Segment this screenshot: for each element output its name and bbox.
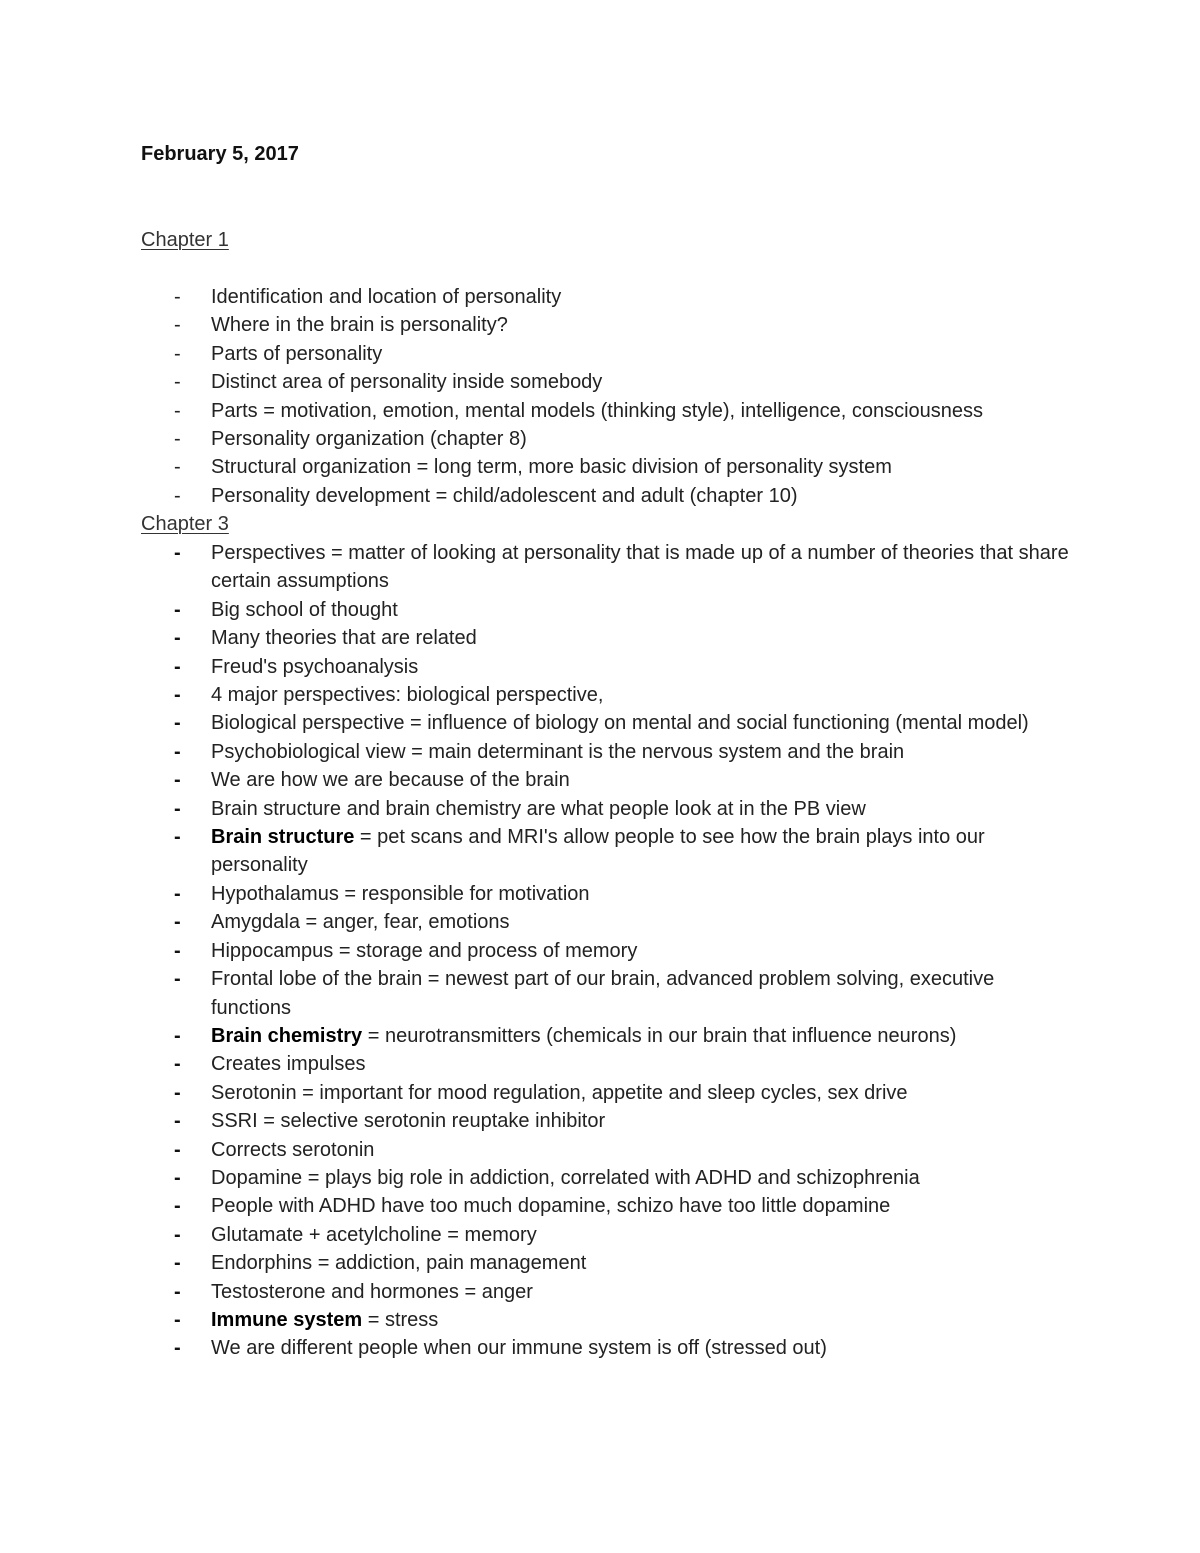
list-item xyxy=(0,766,1200,794)
list-item-text xyxy=(211,880,1071,908)
bullet-dash: - xyxy=(174,826,181,849)
list-item xyxy=(0,482,1200,510)
bullet-dash: - xyxy=(174,1081,181,1104)
item-body: SSRI = selective serotonin reuptake inhibitor xyxy=(211,1110,606,1133)
bullet-dash: - xyxy=(174,1053,181,1076)
bullet-dash: - xyxy=(174,342,181,365)
list-item-text xyxy=(211,709,1071,737)
bold-term: Brain structure xyxy=(211,826,355,849)
bullet-dash: - xyxy=(174,684,181,707)
list-item xyxy=(0,965,1200,1022)
bullet-dash: - xyxy=(174,456,181,479)
list-item xyxy=(0,880,1200,908)
bullet-dash: - xyxy=(174,1223,181,1246)
item-body: Big school of thought xyxy=(211,598,398,621)
list-item xyxy=(0,1192,1200,1220)
bullet-dash: - xyxy=(174,882,181,905)
list-item-text: Personality organization (chapter 8) xyxy=(211,428,527,451)
bullet-dash: - xyxy=(174,399,181,422)
bullet-dash: - xyxy=(174,1166,181,1189)
item-body: Many theories that are related xyxy=(211,627,477,650)
list-item xyxy=(0,1334,1200,1362)
bullet-dash: - xyxy=(174,968,181,991)
list-item xyxy=(0,681,1200,709)
chapter-3-heading: Chapter 3 xyxy=(141,513,229,535)
list-item xyxy=(0,397,1200,425)
bullet-dash: - xyxy=(174,1138,181,1161)
bullet-dash: - xyxy=(174,769,181,792)
bullet-dash: - xyxy=(174,1195,181,1218)
item-body: = pet scans and MRI's allow people to see how the brain plays into our personality xyxy=(211,826,985,877)
item-body: Brain structure and brain chemistry are what people look at in the PB view xyxy=(211,797,866,820)
bullet-dash: - xyxy=(174,1337,181,1360)
list-item-text xyxy=(211,1278,1071,1306)
list-item-text: Identification and location of personality xyxy=(211,286,562,308)
bullet-dash: - xyxy=(174,939,181,962)
list-item xyxy=(0,795,1200,823)
list-item-text xyxy=(211,1022,1071,1050)
bullet-dash: - xyxy=(174,428,181,451)
bullet-dash: - xyxy=(174,655,181,678)
list-item xyxy=(0,1136,1200,1164)
chapter-1-list xyxy=(0,283,1200,510)
document-date: February 5, 2017 xyxy=(141,143,299,165)
list-item-text xyxy=(211,766,1071,794)
list-item xyxy=(0,908,1200,936)
item-body: Creates impulses xyxy=(211,1053,366,1076)
bullet-dash: - xyxy=(174,314,181,337)
list-item-text xyxy=(211,1192,1071,1220)
item-body: Dopamine = plays big role in addiction, correlated with ADHD and schizophrenia xyxy=(211,1166,920,1189)
list-item xyxy=(0,1050,1200,1078)
list-item xyxy=(0,311,1200,339)
bullet-dash: - xyxy=(174,1110,181,1133)
item-body: Biological perspective = influence of biology on mental and social functioning (mental model) xyxy=(211,712,1029,735)
list-item-text xyxy=(211,1221,1071,1249)
list-item xyxy=(0,624,1200,652)
list-item-text xyxy=(211,596,1071,624)
item-body: Freud's psychoanalysis xyxy=(211,655,419,678)
item-body: 4 major perspectives: biological perspective, xyxy=(211,684,604,707)
list-item-text xyxy=(211,624,1071,652)
bullet-dash: - xyxy=(174,712,181,735)
item-body: Psychobiological view = main determinant is the nervous system and the brain xyxy=(211,740,905,763)
list-item-text xyxy=(211,908,1071,936)
bullet-dash: - xyxy=(174,598,181,621)
bullet-dash: - xyxy=(174,484,181,507)
list-item-text xyxy=(211,937,1071,965)
chapter-1-heading: Chapter 1 xyxy=(141,229,229,251)
bullet-dash: - xyxy=(174,1280,181,1303)
list-item xyxy=(0,1164,1200,1192)
list-item xyxy=(0,1079,1200,1107)
bullet-dash: - xyxy=(174,797,181,820)
bullet-dash: - xyxy=(174,286,181,308)
bullet-dash: - xyxy=(174,740,181,763)
list-item-text: Parts = motivation, emotion, mental models (thinking style), intelligence, consciousness xyxy=(211,399,984,422)
bold-term: Brain chemistry xyxy=(211,1024,363,1047)
item-body: Endorphins = addiction, pain management xyxy=(211,1252,587,1275)
list-item-text xyxy=(211,823,1071,880)
list-item xyxy=(0,709,1200,737)
bullet-dash: - xyxy=(174,371,181,394)
list-item-text: Where in the brain is personality? xyxy=(211,314,508,337)
item-body: Testosterone and hormones = anger xyxy=(211,1280,533,1303)
list-item xyxy=(0,425,1200,453)
list-item xyxy=(0,1306,1200,1334)
item-body: = stress xyxy=(362,1308,439,1331)
list-item-text xyxy=(211,1136,1071,1164)
list-item xyxy=(0,1249,1200,1277)
bullet-dash: - xyxy=(174,1024,181,1047)
list-item xyxy=(0,653,1200,681)
list-item xyxy=(0,738,1200,766)
list-item xyxy=(0,539,1200,596)
list-item xyxy=(0,1221,1200,1249)
list-item xyxy=(0,596,1200,624)
list-item-text xyxy=(211,738,1071,766)
item-body: Frontal lobe of the brain = newest part of our brain, advanced problem solving, executive functions xyxy=(211,968,995,1019)
list-item xyxy=(0,1278,1200,1306)
item-body: Perspectives = matter of looking at personality that is made up of a number of theories that share certain assumptions xyxy=(211,542,1069,593)
item-body: We are how we are because of the brain xyxy=(211,769,570,792)
list-item-text xyxy=(211,1107,1071,1135)
list-item-text xyxy=(211,681,1071,709)
list-item-text: Parts of personality xyxy=(211,342,383,365)
item-body: Hypothalamus = responsible for motivation xyxy=(211,882,590,905)
list-item xyxy=(0,340,1200,368)
item-body: = neurotransmitters (chemicals in our brain that influence neurons) xyxy=(362,1024,957,1047)
list-item xyxy=(0,368,1200,396)
list-item-text xyxy=(211,965,1071,1022)
list-item-text xyxy=(211,653,1071,681)
item-body: We are different people when our immune system is off (stressed out) xyxy=(211,1337,827,1360)
list-item-text xyxy=(211,1334,1071,1362)
bullet-dash: - xyxy=(174,1308,181,1331)
list-item-text xyxy=(211,1050,1071,1078)
bullet-dash: - xyxy=(174,627,181,650)
list-item xyxy=(0,823,1200,880)
list-item-text: Distinct area of personality inside somebody xyxy=(211,371,603,394)
bold-term: Immune system xyxy=(211,1308,363,1331)
item-body: Corrects serotonin xyxy=(211,1138,375,1161)
item-body: Serotonin = important for mood regulation, appetite and sleep cycles, sex drive xyxy=(211,1081,908,1104)
list-item-text: Personality development = child/adolescent and adult (chapter 10) xyxy=(211,484,798,507)
list-item-text xyxy=(211,539,1071,596)
list-item-text xyxy=(211,1306,1071,1334)
bullet-dash: - xyxy=(174,1252,181,1275)
bullet-dash: - xyxy=(174,542,181,564)
list-item-text xyxy=(211,795,1071,823)
list-item-text: Structural organization = long term, more basic division of personality system xyxy=(211,456,892,479)
list-item xyxy=(0,453,1200,481)
item-body: Hippocampus = storage and process of memory xyxy=(211,939,638,962)
list-item xyxy=(0,1022,1200,1050)
bullet-dash: - xyxy=(174,911,181,934)
list-item xyxy=(0,283,1200,311)
list-item xyxy=(0,1107,1200,1135)
chapter-3-list xyxy=(0,539,1200,1363)
list-item-text xyxy=(211,1079,1071,1107)
list-item-text xyxy=(211,1249,1071,1277)
list-item xyxy=(0,937,1200,965)
item-body: People with ADHD have too much dopamine, schizo have too little dopamine xyxy=(211,1195,891,1218)
list-item-text xyxy=(211,1164,1071,1192)
item-body: Glutamate + acetylcholine = memory xyxy=(211,1223,537,1246)
item-body: Amygdala = anger, fear, emotions xyxy=(211,911,510,934)
